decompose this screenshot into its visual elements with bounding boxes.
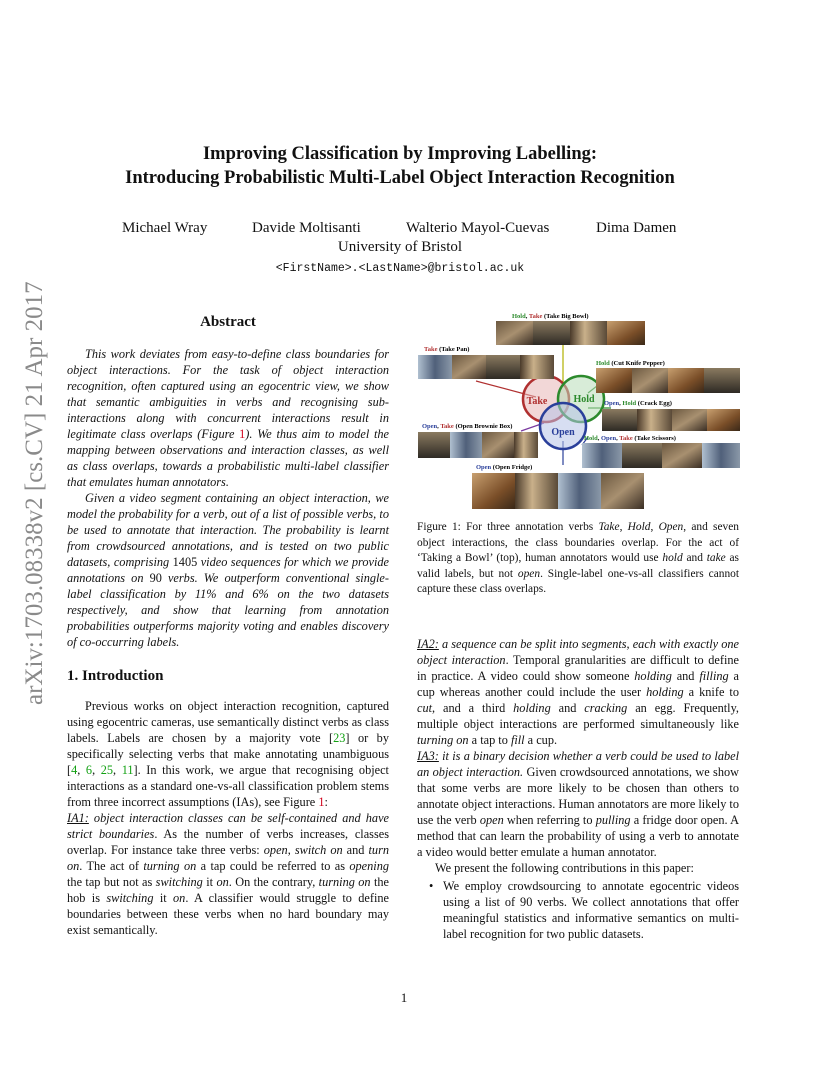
arxiv-stamp bbox=[21, 281, 48, 705]
affiliation: University of Bristol bbox=[337, 239, 463, 255]
contributions-list bbox=[417, 878, 739, 942]
abstract-heading: Abstract bbox=[200, 314, 256, 330]
citation-link[interactable]: 23 bbox=[333, 731, 346, 745]
introduction-heading: 1. Introduction bbox=[67, 668, 164, 684]
frames-crack-egg bbox=[602, 409, 740, 431]
author-name: Davide Moltisanti bbox=[252, 220, 361, 236]
frames-open-fridge bbox=[472, 473, 644, 509]
venn-hold-label: Hold bbox=[573, 394, 595, 405]
venn-open-circle bbox=[540, 403, 586, 449]
figure-1 bbox=[416, 313, 742, 511]
title-line-1: Improving Classification by Improving Labelling: bbox=[202, 144, 598, 164]
frames-take-scissors bbox=[582, 443, 740, 468]
arxiv-stamp-text: arXiv:1703.08338v2 [cs.CV] 21 Apr 2017 bbox=[21, 281, 48, 705]
figure-reference-link[interactable]: 1 bbox=[318, 795, 325, 809]
author-name: Dima Damen bbox=[596, 220, 677, 236]
title-line-2: Introducing Probabilistic Multi-Label Object Interaction Recognition bbox=[125, 168, 675, 188]
venn-take-label: Take bbox=[526, 396, 548, 407]
citation-link[interactable]: 25 bbox=[100, 763, 114, 777]
label-cut-knife-pepper: Hold (Cut Knife Pepper) bbox=[596, 360, 665, 367]
label-take-big-bowl: Hold, Take (Take Big Bowl) bbox=[512, 313, 589, 320]
citation-link[interactable]: 4 bbox=[71, 763, 78, 777]
ia3-paragraph: IA3: it is a binary decision whether a verb could be used to label an object interaction. Given crowdsourced annotations, we show that some verbs are more likely to be chosen than others to annotate object interactions. Human annotators are more likely to use the verb open when referring to pulling a fridge door open. A method that can learn the probability of using a verb to annotate a video would better emulate a human annotator. bbox=[417, 748, 740, 859]
abstract-paragraph-1: This work deviates from easy-to-define class boundaries for object interactions. For the task of object interaction recognition, often captured using an egocentric view, we show that semantic ambiguities in verbs and recognising sub-interactions along with concurrent interactions result in legitimate class overlaps (Figure 1). We thus aim to model the mapping between observations and interaction classes, as well as class overlaps, towards a probabilistic multi-label classifier that emulates human annotators. bbox=[67, 347, 389, 489]
label-open-fridge: Open (Open Fridge) bbox=[476, 464, 533, 471]
label-take-scissors: Hold, Open, Take (Take Scissors) bbox=[584, 435, 676, 442]
frames-cut-knife-pepper bbox=[596, 368, 740, 393]
right-column bbox=[417, 520, 739, 942]
venn-open-label: Open bbox=[551, 427, 575, 438]
author-email: <FirstName>.<LastName>@bristol.ac.uk bbox=[275, 262, 525, 275]
contribution-item: • We employ crowdsourcing to annotate egocentric videos using a list of 90 verbs. We collect annotations that offer meaningful statistics and informative semantics on multi-label recognition for two public datasets. bbox=[417, 878, 739, 942]
citation-link[interactable]: 6 bbox=[85, 763, 93, 777]
author-name: Walterio Mayol-Cuevas bbox=[406, 220, 550, 236]
citation-link[interactable]: 11 bbox=[121, 763, 134, 777]
author-name: Michael Wray bbox=[122, 220, 208, 236]
paper-title bbox=[100, 142, 700, 190]
ia2-paragraph: IA2: a sequence can be split into segments, each with exactly one object interaction. Temporal granularities are difficult to define in practice. A video could show someone holding and filling a cup whereas another could include the user holding a knife to cut, and a third holding and cracking an egg. Frequently, multiple object interactions are performed simultaneously like turning on a tap to fill a cup. bbox=[417, 636, 740, 747]
label-open-brownie-box: Open, Take (Open Brownie Box) bbox=[422, 423, 513, 430]
contributions-intro: We present the following contributions in this paper: bbox=[435, 860, 694, 875]
intro-paragraph-1: Previous works on object interaction recognition, captured using egocentric cameras, use semantically distinct verbs as class labels. Labels are chosen by a majority vote [23] or by specifically selecting verbs that make annotating unambiguous [4, 6, 25, 11]. In this work, we argue that recognising object interactions as a standard one-vs-all classification problem stems from three incorrect assumptions (IAs), see Figure 1: bbox=[67, 699, 389, 809]
label-take-pan: Take (Take Pan) bbox=[424, 346, 470, 353]
frames-take-pan bbox=[418, 355, 554, 379]
abstract-paragraph-2: Given a video segment containing an object interaction, we model the probability for a verb, out of a list of possible verbs, to be used to annotate that interaction. The probability is learnt from crowdsourced annotations, and is tested on two public datasets, comprising 1405 video sequences for which we provide annotations on 90 verbs. We outperform conventional single-label classification by 11% and 6% on the two datasets respectively, and show that learning from annotation probabilities outperforms majority voting and enables discovery of co-occurring labels. bbox=[67, 491, 389, 649]
figure-reference-link[interactable]: 1 bbox=[239, 427, 246, 441]
ia1-paragraph: IA1: object interaction classes can be self-contained and have strict boundaries. As the number of verbs increases, classes overlap. For instance take three verbs: open, switch on and turn on. The act of turning on a tap could be referred to as opening the tap but not as switching it on. On the contrary, turning on the hob is switching it on. A classifier would struggle to define boundaries between these verbs when no hard boundary may exist semantically. bbox=[67, 811, 390, 937]
left-column bbox=[67, 314, 389, 938]
figure-1-caption: Figure 1: For three annotation verbs Take, Hold, Open, and seven object interactions, the class boundaries overlap. For the act of ‘Taking a Bowl’ (top), human annotators would use hold and take as valid labels, but not open. Single-label one-vs-all classifiers cannot capture these class overlaps. bbox=[417, 521, 739, 595]
page-number: 1 bbox=[400, 990, 408, 1005]
label-crack-egg: Open, Hold (Crack Egg) bbox=[604, 400, 672, 407]
frames-open-brownie-box bbox=[418, 432, 538, 458]
frames-take-big-bowl bbox=[496, 321, 645, 345]
